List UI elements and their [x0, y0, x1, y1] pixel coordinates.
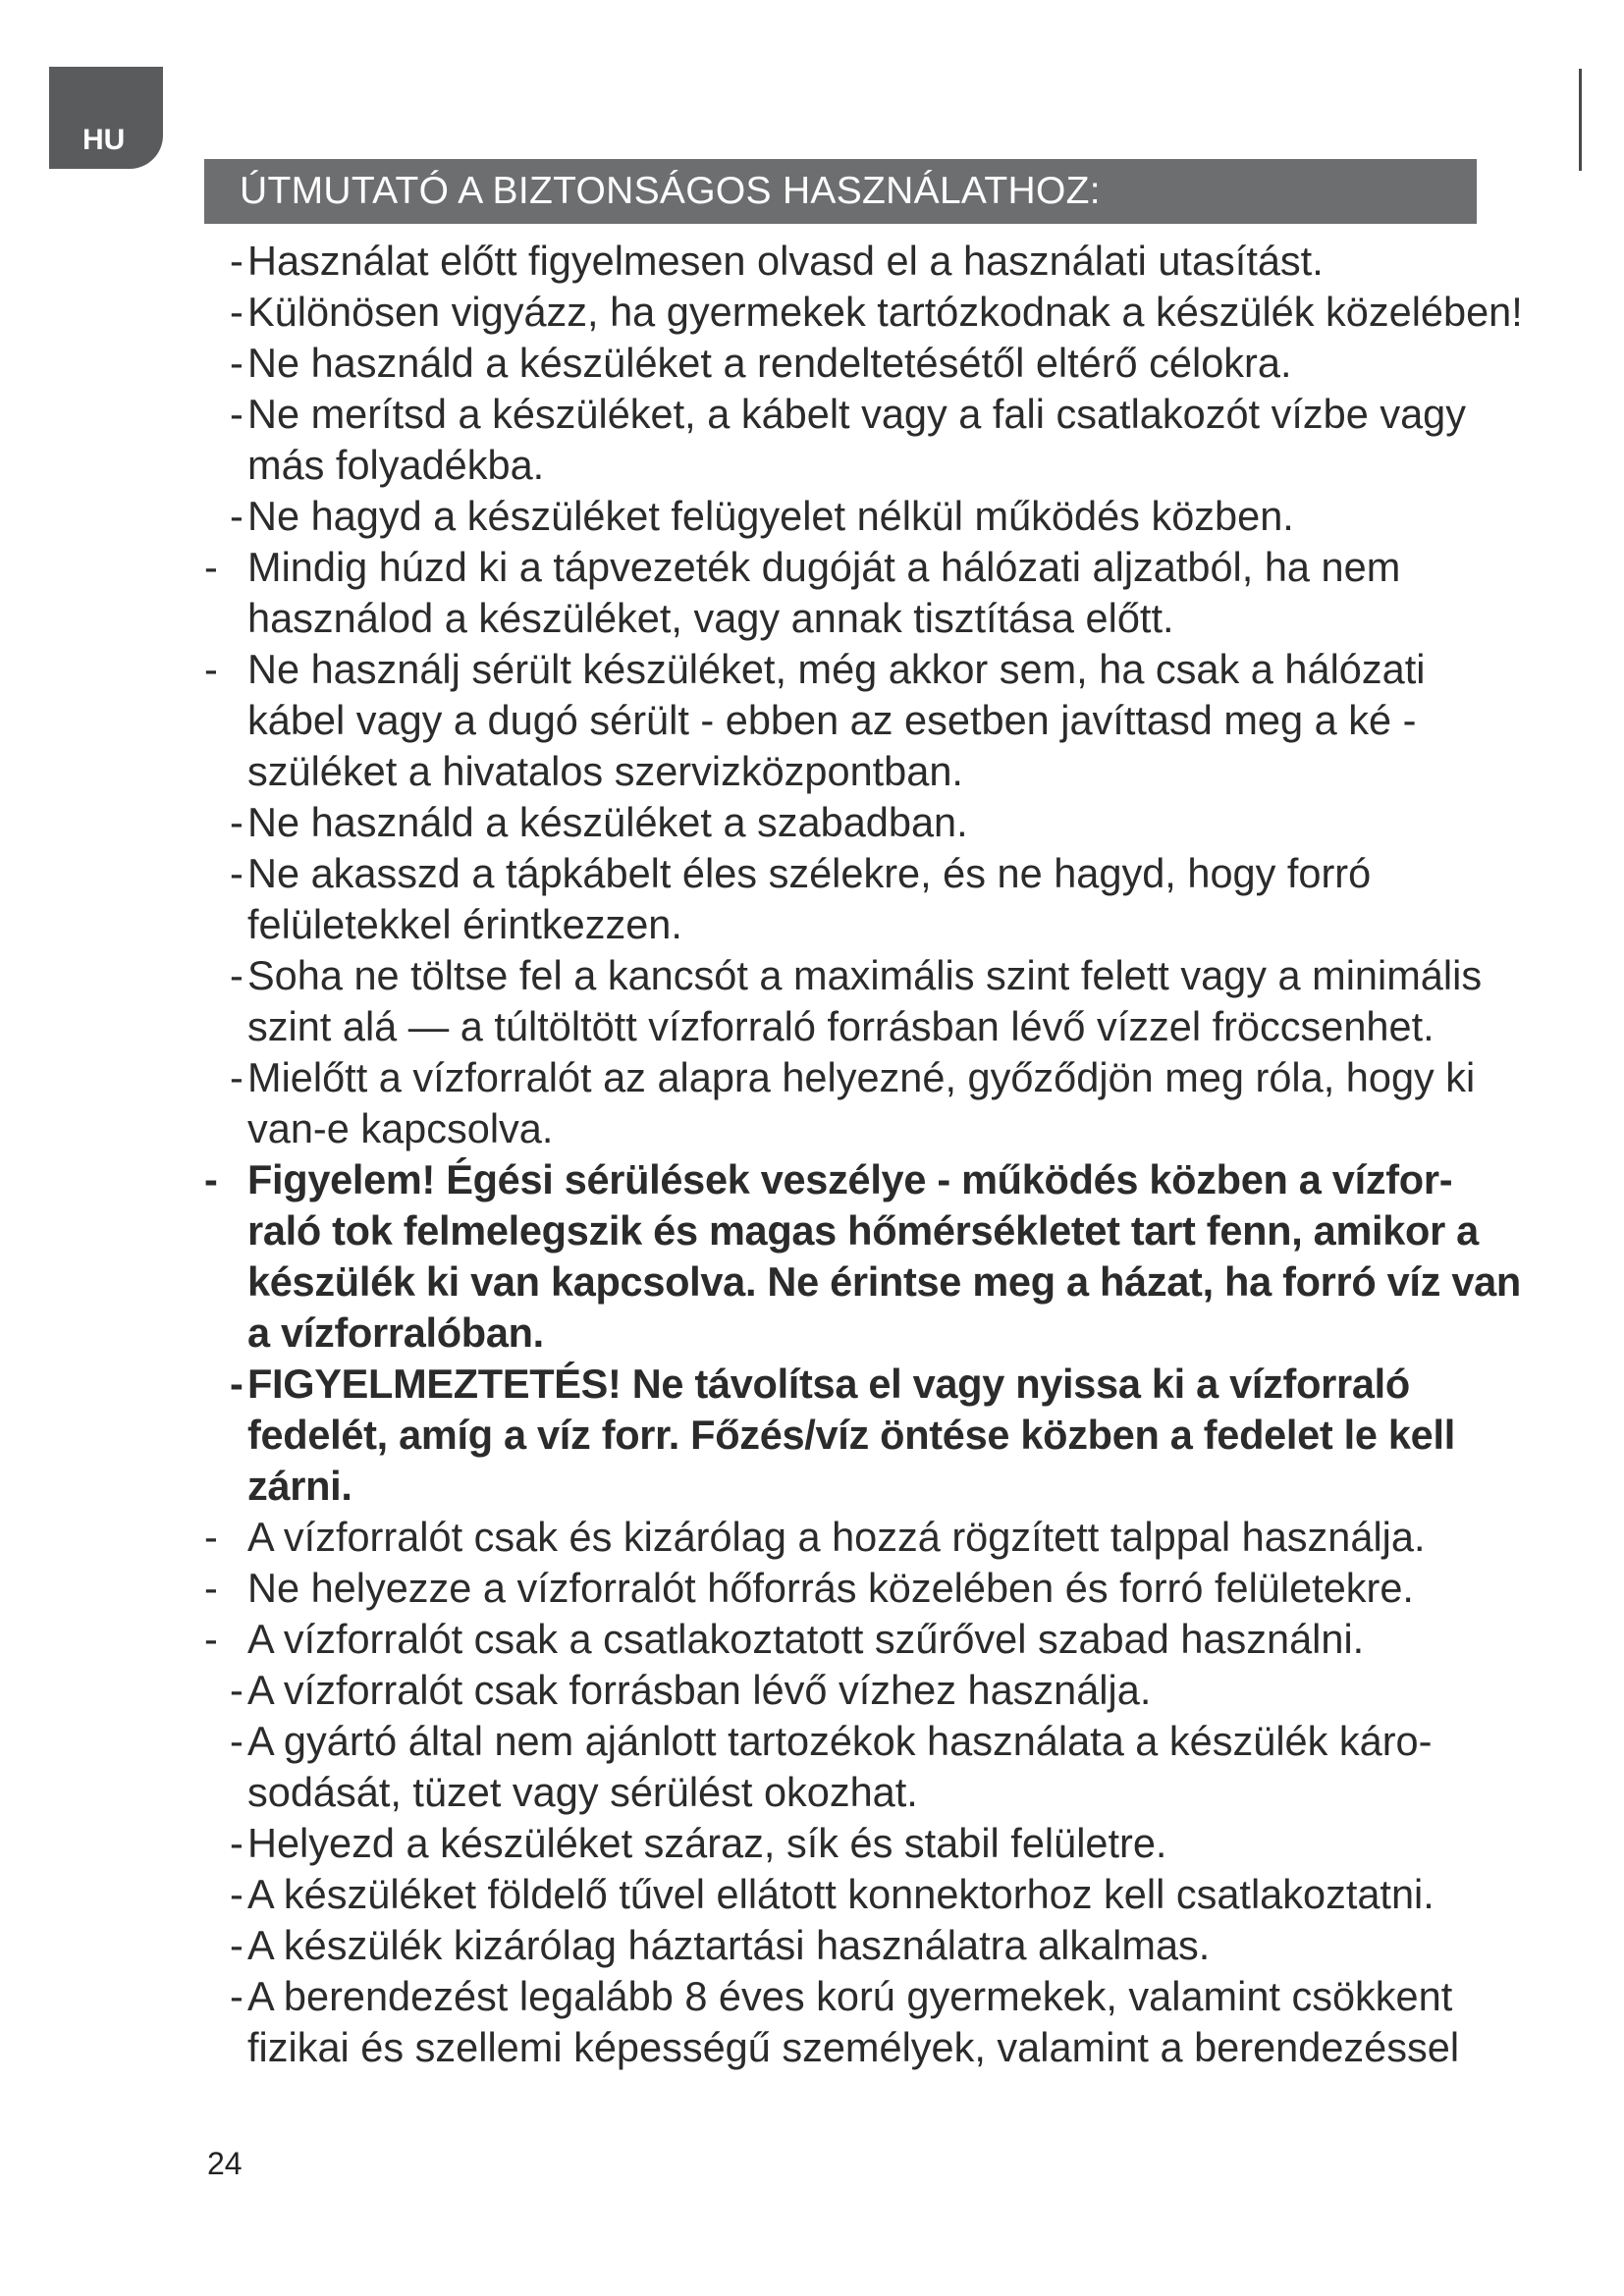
safety-instructions-list	[0, 236, 1624, 2073]
bullet-dash: -	[230, 289, 244, 335]
item-text: Ne használj sérült készüléket, még akkor sem, ha csak a hálózati kábel vagy a dugó sérült - ebben az esetben javíttasd meg a ké - szüléket a hivatalos szervizközpontban.	[247, 646, 1426, 794]
bullet-dash: -	[230, 391, 244, 437]
page-number: 24	[207, 2146, 243, 2181]
list-item	[0, 1869, 1624, 1920]
bullet-dash: -	[230, 1820, 244, 1866]
list-item	[0, 236, 1624, 287]
item-text: Ne helyezze a vízforralót hőforrás közelében és forró felületekre.	[247, 1565, 1414, 1611]
section-title: ÚTMUTATÓ A BIZTONSÁGOS HASZNÁLATHOZ:	[240, 170, 1101, 212]
list-item	[0, 1971, 1624, 2073]
list-item	[0, 644, 1624, 797]
bullet-dash: -	[230, 1871, 244, 1917]
list-item	[0, 1512, 1624, 1563]
bullet-dash: -	[230, 1973, 244, 2019]
bullet-dash: -	[230, 1361, 244, 1407]
margin-rule	[1579, 69, 1582, 171]
list-item	[0, 797, 1624, 848]
item-text: Soha ne töltse fel a kancsót a maximális szint felett vagy a minimális szint alá — a túltöltött vízforraló forrásban lévő vízzel fröccsenhet.	[247, 952, 1483, 1049]
bullet-dash: -	[204, 646, 218, 692]
bullet-dash: -	[230, 799, 244, 845]
bullet-dash: -	[204, 1616, 218, 1662]
item-text: FIGYELMEZTETÉS! Ne távolítsa el vagy nyissa ki a vízforraló fedelét, amíg a víz forr. Főzés/víz öntése közben a fedelet le kell zárni.	[247, 1361, 1455, 1509]
item-text: Különösen vigyázz, ha gyermekek tartózkodnak a készülék közelében!	[247, 289, 1523, 335]
list-item	[0, 338, 1624, 389]
item-text: Ne hagyd a készüléket felügyelet nélkül működés közben.	[247, 493, 1294, 539]
bullet-dash: -	[204, 1156, 218, 1202]
list-item	[0, 1665, 1624, 1716]
bullet-dash: -	[204, 1514, 218, 1560]
list-item	[0, 1563, 1624, 1614]
bullet-dash: -	[230, 952, 244, 998]
bullet-dash: -	[204, 544, 218, 590]
list-item	[0, 1614, 1624, 1665]
item-text: Figyelem! Égési sérülések veszélye - működés közben a vízfor- raló tok felmelegszik és magas hőmérsékletet tart fenn, amikor a készülék ki van kapcsolva. Ne érintse meg a házat, ha forró víz van a vízforralóban.	[247, 1156, 1521, 1356]
bullet-dash: -	[230, 1718, 244, 1764]
bullet-dash: -	[230, 493, 244, 539]
bullet-dash: -	[204, 1565, 218, 1611]
bullet-dash: -	[230, 1922, 244, 1968]
list-item	[0, 1920, 1624, 1971]
list-item	[0, 1052, 1624, 1154]
item-text: Ne akasszd a tápkábelt éles szélekre, és ne hagyd, hogy forró felületekkel érintkezzen.	[247, 850, 1372, 947]
list-item	[0, 542, 1624, 644]
list-item	[0, 1818, 1624, 1869]
list-item	[0, 287, 1624, 338]
bullet-dash: -	[230, 850, 244, 896]
item-text: Helyezd a készüléket száraz, sík és stabil felületre.	[247, 1820, 1167, 1866]
list-item	[0, 848, 1624, 950]
bullet-dash: -	[230, 238, 244, 284]
section-header	[204, 159, 1477, 224]
item-text: A gyártó által nem ajánlott tartozékok használata a készülék káro- sodását, tüzet vagy sérülést okozhat.	[247, 1718, 1433, 1815]
item-text: A készüléket földelő tűvel ellátott konnektorhoz kell csatlakoztatni.	[247, 1871, 1435, 1917]
item-text: Ne használd a készüléket a rendeltetésétől eltérő célokra.	[247, 340, 1292, 386]
item-text: A vízforralót csak a csatlakoztatott szűrővel szabad használni.	[247, 1616, 1365, 1662]
item-text: A vízforralót csak és kizárólag a hozzá rögzített talppal használja.	[247, 1514, 1426, 1560]
list-item	[0, 389, 1624, 491]
warning-item	[0, 1359, 1624, 1512]
language-code: HU	[82, 124, 126, 156]
list-item	[0, 1716, 1624, 1818]
item-text: Mindig húzd ki a tápvezeték dugóját a hálózati aljzatból, ha nem használod a készüléket, vagy annak tisztítása előtt.	[247, 544, 1401, 641]
item-text: Ne használd a készüléket a szabadban.	[247, 799, 968, 845]
item-text: Ne merítsd a készüléket, a kábelt vagy a fali csatlakozót vízbe vagy más folyadékba.	[247, 391, 1466, 488]
list-item	[0, 950, 1624, 1052]
item-text: Mielőtt a vízforralót az alapra helyezné, győződjön meg róla, hogy ki van-e kapcsolva.	[247, 1054, 1476, 1151]
bullet-dash: -	[230, 1054, 244, 1100]
list-item	[0, 491, 1624, 542]
item-text: A vízforralót csak forrásban lévő vízhez használja.	[247, 1667, 1152, 1713]
bullet-dash: -	[230, 340, 244, 386]
bullet-dash: -	[230, 1667, 244, 1713]
item-text: A készülék kizárólag háztartási használatra alkalmas.	[247, 1922, 1211, 1968]
item-text: Használat előtt figyelmesen olvasd el a használati utasítást.	[247, 238, 1324, 284]
warning-item	[0, 1154, 1624, 1359]
language-tab	[49, 67, 163, 169]
item-text: A berendezést legalább 8 éves korú gyermekek, valamint csökkent fizikai és szellemi képességű személyek, valamint a berendezéssel	[247, 1973, 1460, 2070]
